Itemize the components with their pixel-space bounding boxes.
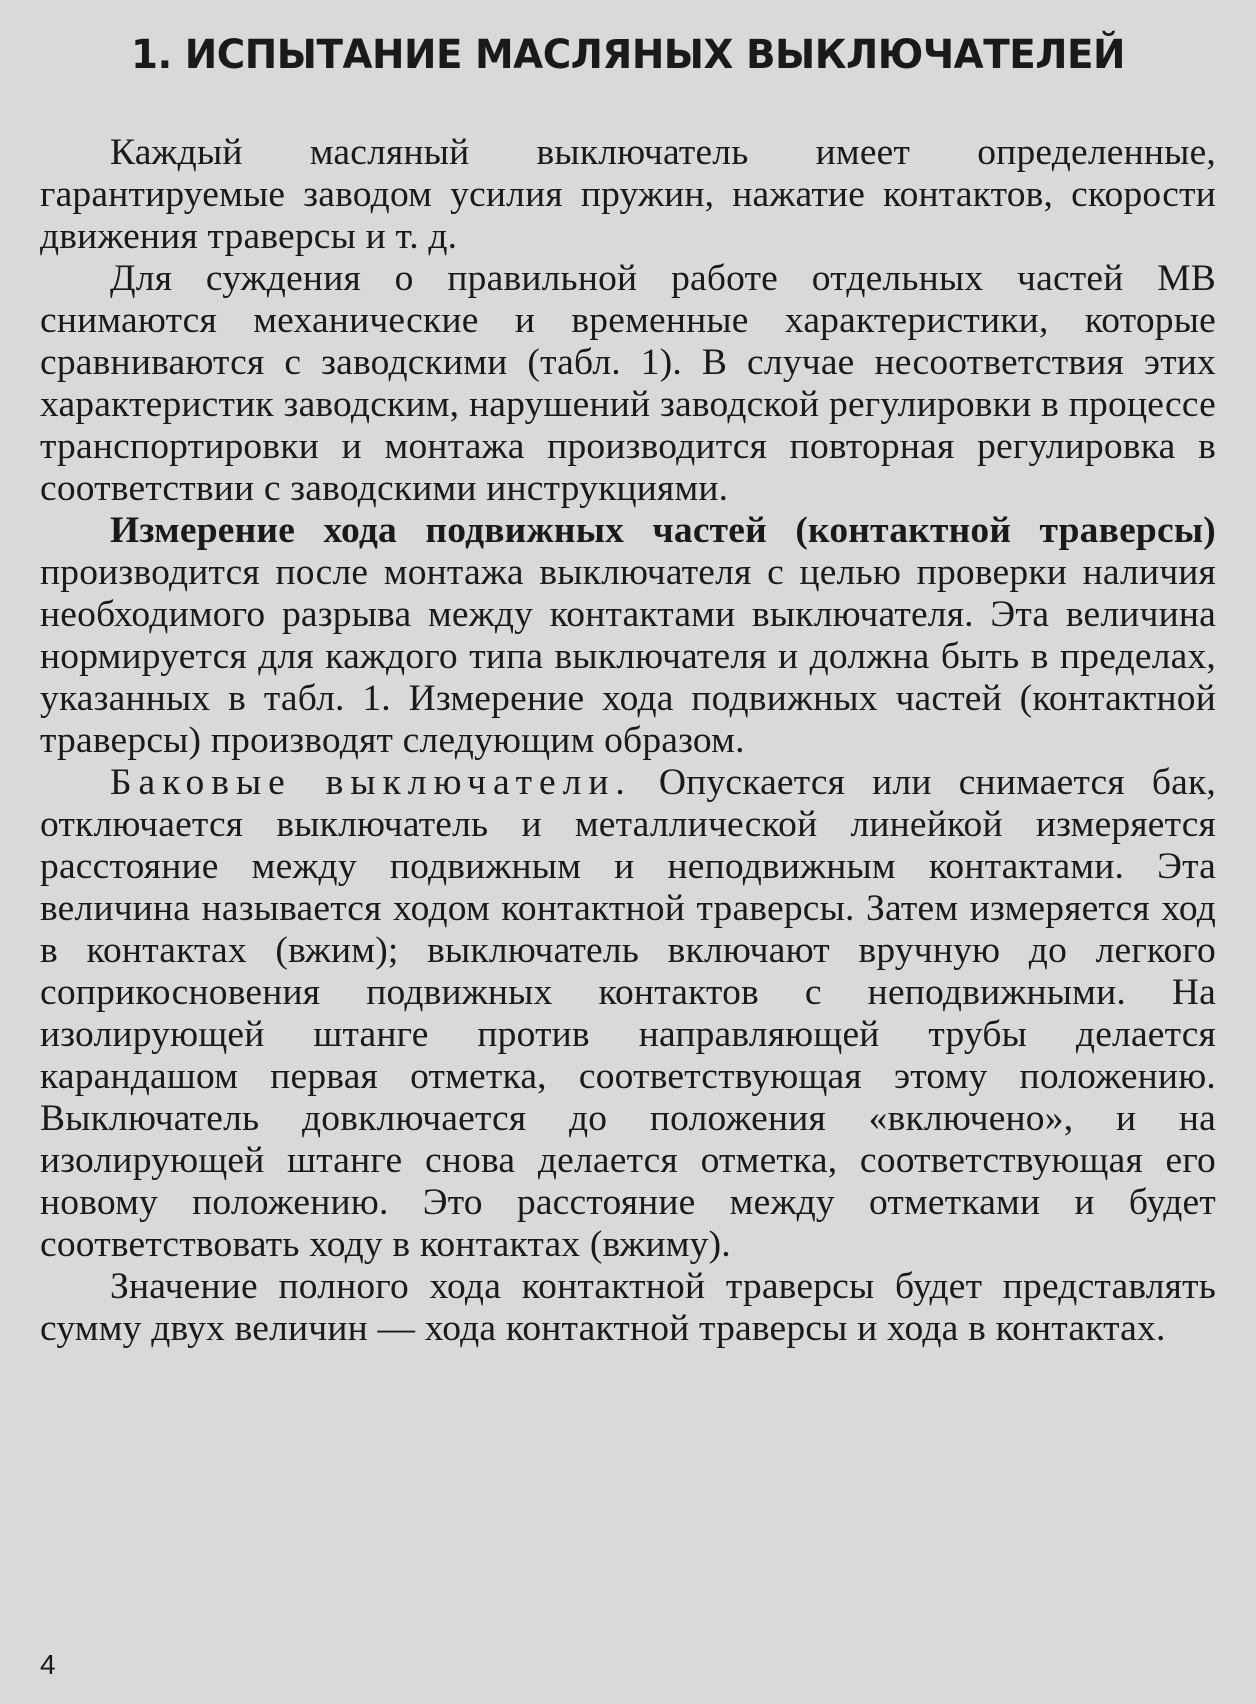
travel-measurement-run-in-heading: Измерение хода подвижных частей (контактной траверсы) — [110, 510, 1216, 551]
paragraph-intro: Каждый масляный выключатель имеет определенные, гарантируемые заводом усилия пружин, нажатие контактов, скорости движения траверсы и т. д. — [40, 132, 1216, 257]
paragraph-full-travel: Значение полного хода контактной траверсы будет представлять сумму двух величин — хода контактной траверсы и хода в контактах. — [40, 1266, 1216, 1349]
paragraph-characteristics: Для суждения о правильной работе отдельных частей МВ снимаются механические и временные характеристики, которые сравниваются с заводскими (табл. 1). В случае несоответствия этих характеристик заводским, нарушений заводской регулировки в процессе транспортировки и монтажа производится повторная регулировка в соответствии с заводскими инструкциями. — [40, 258, 1216, 509]
travel-measurement-text: производится после монтажа выключателя с целью проверки наличия необходимого разрыва между контактами выключателя. Эта величина нормируется для каждого типа выключателя и должна быть в пределах, указанных в табл. 1. Измерение хода подвижных частей (контактной траверсы) производят следующим образом. — [40, 552, 1216, 761]
paragraph-tank-breakers — [40, 762, 1216, 1266]
paragraph-travel-measurement — [40, 510, 1216, 762]
document-page — [40, 20, 1216, 1680]
tank-breakers-text: Опускается или снимается бак, отключается выключатель и металлической линейкой измеряется расстояние между подвижным и неподвижным контактами. Эта величина называется ходом контактной траверсы. Затем измеряется ход в контактах (вжим); выключатель включают вручную до легкого соприкосновения подвижных контактов с неподвижными. На изолирующей штанге против направляющей трубы делается карандашом первая отметка, соответствующая этому положению. Выключатель довключается до положения «включено», и на изолирующей штанге снова делается отметка, соответствующая его новому положению. Это расстояние между отметками и будет соответствовать ходу в контактах (вжиму). — [40, 762, 1216, 1265]
section-heading: 1. ИСПЫТАНИЕ МАСЛЯНЫХ ВЫКЛЮЧАТЕЛЕЙ — [131, 32, 1125, 78]
tank-breakers-run-in-heading: Баковые выключатели. — [110, 762, 632, 803]
page-number: 4 — [40, 1649, 56, 1680]
